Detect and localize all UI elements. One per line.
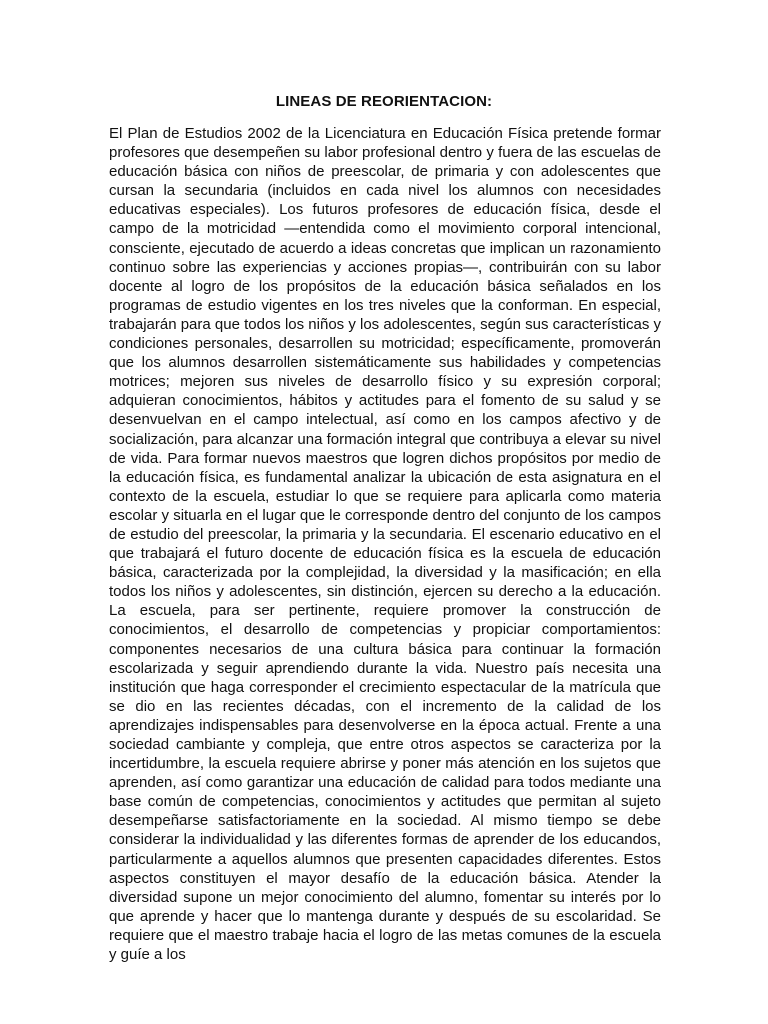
body-paragraph: El Plan de Estudios 2002 de la Licenciatura en Educación Física pretende formar profesores que desempeñen su labor profesional dentro y fuera de las escuelas de educación básica con niños de preescolar, de primaria y con adolescentes que cursan la secundaria (incluidos en cada nivel los alumnos con necesidades educativas especiales). Los futuros profesores de educación física, desde el campo de la motricidad —entendida como el movimiento corporal intencional, consciente, ejecutado de acuerdo a ideas concretas que implican un razonamiento continuo sobre las experiencias y acciones propias—, contribuirán con su labor docente al logro de los propósitos de la educación básica señalados en los programas de estudio vigentes en los tres niveles que la conforman. En especial, trabajarán para que todos los niños y los adolescentes, según sus características y condiciones personales, desarrollen su motricidad; específicamente, promoverán que los alumnos desarrollen sistemáticamente sus habilidades y competencias motrices; mejoren sus niveles de desarrollo físico y su expresión corporal; adquieran conocimientos, hábitos y actitudes para el fomento de su salud y se desenvuelvan en el campo intelectual, así como en los campos afectivo y de socialización, para alcanzar una formación integral que contribuya a elevar su nivel de vida. Para formar nuevos maestros que logren dichos propósitos por medio de la educación física, es fundamental analizar la ubicación de esta asignatura en el contexto de la escuela, estudiar lo que se requiere para aplicarla como materia escolar y situarla en el lugar que le corresponde dentro del conjunto de los campos de estudio del preescolar, la primaria y la secundaria. El escenario educativo en el que trabajará el futuro docente de educación física es la escuela de educación básica, caracterizada por la complejidad, la diversidad y la masificación; en ella todos los niños y adolescentes, sin distinción, ejercen su derecho a la educación. La escuela, para ser pertinente, requiere promover la construcción de conocimientos, el desarrollo de competencias y propiciar comportamientos: componentes necesarios de una cultura básica para continuar la formación escolarizada y seguir aprendiendo durante la vida. Nuestro país necesita una institución que haga corresponder el crecimiento espectacular de la matrícula que se dio en las recientes décadas, con el incremento de la calidad de los aprendizajes indispensables para desenvolverse en la época actual. Frente a una sociedad cambiante y compleja, que entre otros aspectos se caracteriza por la incertidumbre, la escuela requiere abrirse y poner más atención en los sujetos que aprenden, así como garantizar una educación de calidad para todos mediante una base común de competencias, conocimientos y actitudes que permitan al sujeto desempeñarse satisfactoriamente en la sociedad. Al mismo tiempo se debe considerar la individualidad y las diferentes formas de aprender de los educandos, particularmente a aquellos alumnos que presenten capacidades diferentes. Estos aspectos constituyen el mayor desafío de la educación básica. Atender la diversidad supone un mejor conocimiento del alumno, fomentar su interés por lo que aprende y hacer que lo mantenga durante y después de su escolaridad. Se requiere que el maestro trabaje hacia el logro de las metas comunes de la escuela y guíe a los xyxy=(109,125,661,964)
document-title: LINEAS DE REORIENTACION: xyxy=(275,93,493,110)
